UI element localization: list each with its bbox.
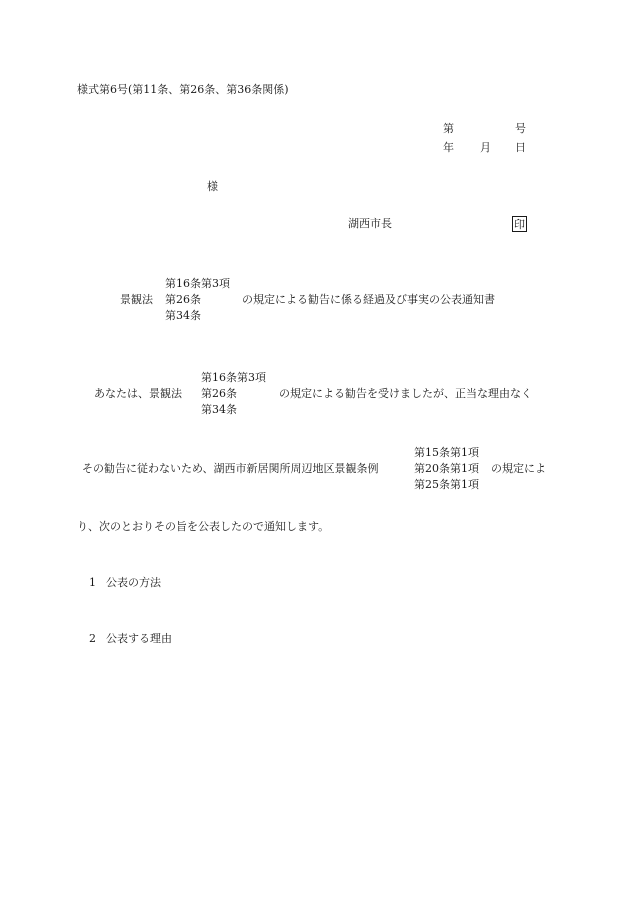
seal-mark: 印 xyxy=(514,218,525,231)
para3-text: り、次のとおりその旨を公表したので通知します。 xyxy=(77,520,330,533)
item-2-number: 2 xyxy=(89,632,96,645)
title-clause-3: 第34条 xyxy=(165,309,201,322)
para1-lead: あなたは、景観法 xyxy=(94,387,182,400)
title-clause-2: 第26条 xyxy=(165,293,201,306)
date-day: 日 xyxy=(515,141,526,154)
issuer-title: 湖西市長 xyxy=(348,217,392,230)
title-clause-1: 第16条第3項 xyxy=(165,277,230,290)
para1-clause-1: 第16条第3項 xyxy=(201,371,266,384)
para1-rest: の規定による勧告を受けましたが、正当な理由なく xyxy=(279,387,532,400)
item-1-number: 1 xyxy=(89,576,96,589)
para2-clause-1: 第15条第1項 xyxy=(414,446,479,459)
para2-rest: の規定によ xyxy=(491,462,546,475)
number-prefix: 第 xyxy=(443,122,454,135)
form-id: 様式第6号(第11条、第26条、第36条関係) xyxy=(77,83,289,96)
para2-clause-2: 第20条第1項 xyxy=(414,462,479,475)
addressee-suffix: 様 xyxy=(207,180,218,193)
para2-lead: その勧告に従わないため、湖西市新居関所周辺地区景観条例 xyxy=(82,462,379,475)
title-text: の規定による勧告に係る経過及び事実の公表通知書 xyxy=(242,293,495,306)
date-month: 月 xyxy=(480,141,491,154)
item-2-label: 公表する理由 xyxy=(106,632,172,645)
para1-clause-2: 第26条 xyxy=(201,387,237,400)
para1-clause-3: 第34条 xyxy=(201,403,237,416)
title-law: 景観法 xyxy=(120,293,153,306)
number-suffix: 号 xyxy=(515,122,526,135)
item-1-label: 公表の方法 xyxy=(106,576,161,589)
date-year: 年 xyxy=(443,141,454,154)
para2-clause-3: 第25条第1項 xyxy=(414,478,479,491)
